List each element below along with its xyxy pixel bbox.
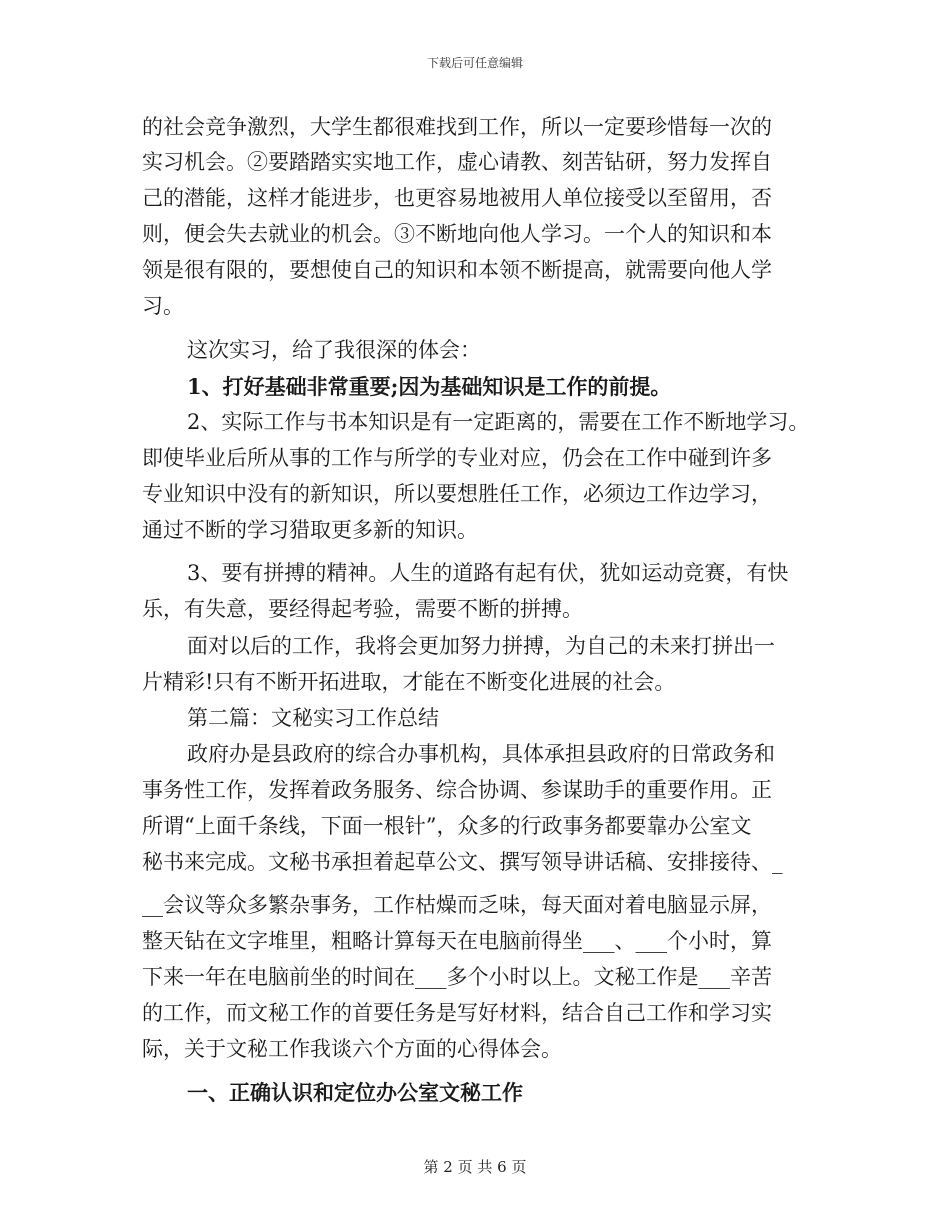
- body-line: 领是很有限的，要想使自己的知识和本领不断提高，就需要向他人学: [142, 258, 772, 282]
- body-line: 片精彩!只有不断开拓进取，才能在不断变化进展的社会。: [142, 670, 676, 694]
- body-line: 2、实际工作与书本知识是有一定距离的，需要在工作不断地学习。: [187, 410, 810, 434]
- body-line: 秘书来完成。文秘书承担着起草公文、撰写领导讲话稿、安排接待、_: [142, 850, 783, 874]
- body-line: __会议等众多繁杂事务，工作枯燥而乏味，每天面对着电脑显示屏，: [142, 893, 772, 917]
- body-line: 习。: [142, 294, 184, 318]
- body-line: 际，关于文秘工作我谈六个方面的心得体会。: [142, 1037, 562, 1061]
- body-line: 3、要有拼搏的精神。人生的道路有起有伏，犹如运动竞赛，有快: [187, 561, 789, 585]
- body-line: 的社会竞争激烈，大学生都很难找到工作，所以一定要珍惜每一次的: [142, 115, 772, 139]
- bold-heading: 1、打好基础非常重要;因为基础知识是工作的前提。: [187, 374, 672, 399]
- body-line: 所谓“上面千条线，下面一根针”，众多的行政事务都要靠办公室文: [142, 814, 752, 838]
- body-line: 即使毕业后所从事的工作与所学的专业对应，仍会在工作中碰到许多: [142, 446, 772, 470]
- body-line: 下来一年在电脑前坐的时间在___多个小时以上。文秘工作是___辛苦: [142, 965, 772, 989]
- body-line: 这次实习，给了我很深的体会：: [187, 338, 481, 362]
- body-line: 事务性工作，发挥着政务服务、综合协调、参谋助手的重要作用。正: [142, 778, 772, 802]
- bold-heading: 一、正确认识和定位办公室文秘工作: [187, 1080, 523, 1105]
- page-header: 下载后可任意编辑: [426, 56, 523, 70]
- body-line: 整天钻在文字堆里，粗略计算每天在电脑前得坐___、___个小时，算: [142, 929, 772, 953]
- body-line: 的工作，而文秘工作的首要任务是写好材料，结合自己工作和学习实: [142, 1001, 772, 1025]
- section-title: 第二篇：文秘实习工作总结: [187, 706, 439, 730]
- body-line: 己的潜能，这样才能进步，也更容易地被用人单位接受以至留用，否: [142, 186, 772, 210]
- body-line: 专业知识中没有的新知识，所以要想胜任工作，必须边工作边学习，: [142, 482, 772, 506]
- body-line: 实习机会。②要踏踏实实地工作，虚心请教、刻苦钻研，努力发挥自: [142, 150, 772, 174]
- body-line: 面对以后的工作，我将会更加努力拼搏，为自己的未来打拼出一: [187, 634, 775, 658]
- body-line: 则，便会失去就业的机会。③不断地向他人学习。一个人的知识和本: [142, 222, 772, 246]
- body-line: 政府办是县政府的综合办事机构，具体承担县政府的日常政务和: [187, 742, 775, 766]
- page-footer: 第 2 页 共 6 页: [423, 1158, 527, 1176]
- body-line: 乐，有失意，要经得起考验，需要不断的拼搏。: [142, 597, 583, 621]
- body-line: 通过不断的学习猎取更多新的知识。: [142, 518, 478, 542]
